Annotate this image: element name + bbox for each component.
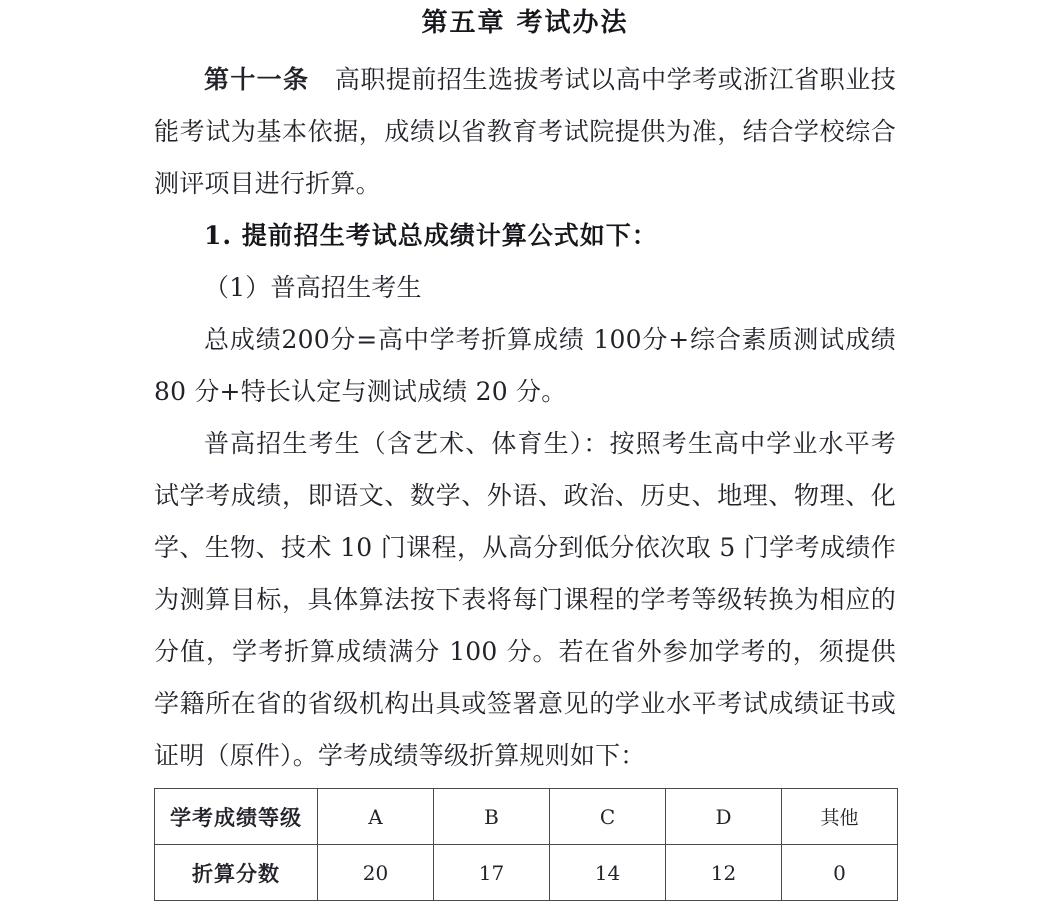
score-cell-a: 20 [318,845,434,901]
item-1-label: （1）普高招生考生 [204,273,422,302]
score-cell-other: 0 [782,845,898,901]
grade-cell-c: C [550,789,666,845]
grade-cell-d: D [666,789,782,845]
total-score-formula: 总成绩200分=高中学考折算成绩 100分+综合素质测试成绩 80 分+特长认定与测试成绩 20 分。 [154,325,896,406]
grade-cell-a: A [318,789,434,845]
row-header-grade-level: 学考成绩等级 [155,789,318,845]
document-body [154,36,896,782]
paragraph-article-eleven [154,54,896,210]
section-1-heading: 1. 提前招生考试总成绩计算公式如下： [204,221,658,250]
table-row [155,789,898,845]
grade-conversion-table [154,788,898,901]
row-header-converted-score: 折算分数 [155,845,318,901]
score-cell-b: 17 [434,845,550,901]
score-cell-c: 14 [550,845,666,901]
article-number-label: 第十一条 [204,65,310,94]
grade-table-container [154,788,896,901]
table-row [155,845,898,901]
grade-cell-b: B [434,789,550,845]
score-cell-d: 12 [666,845,782,901]
conversion-rule-description: 普高招生考生（含艺术、体育生）：按照考生高中学业水平考试学考成绩，即语文、数学、外语、政治、历史、地理、物理、化学、生物、技术 10 门课程，从高分到低分依次取 5 门学考成绩作为测算目标，具体算法按下表将每门课程的学考等级转换为相应的分值，学考折算成绩满分 100 分。若在省外参加学考的，须提供学籍所在省的省级机构出具或签署意见的学业水平考试成绩证书或证明（原件）。学考成绩等级折算规则如下： [154,429,896,770]
grade-cell-other: 其他 [782,789,898,845]
article-eleven-text: 高职提前招生选拔考试以高中学考或浙江省职业技能考试为基本依据，成绩以省教育考试院提供为准，结合学校综合测评项目进行折算。 [154,65,896,198]
page-title: 第五章 考试办法 [421,8,629,38]
